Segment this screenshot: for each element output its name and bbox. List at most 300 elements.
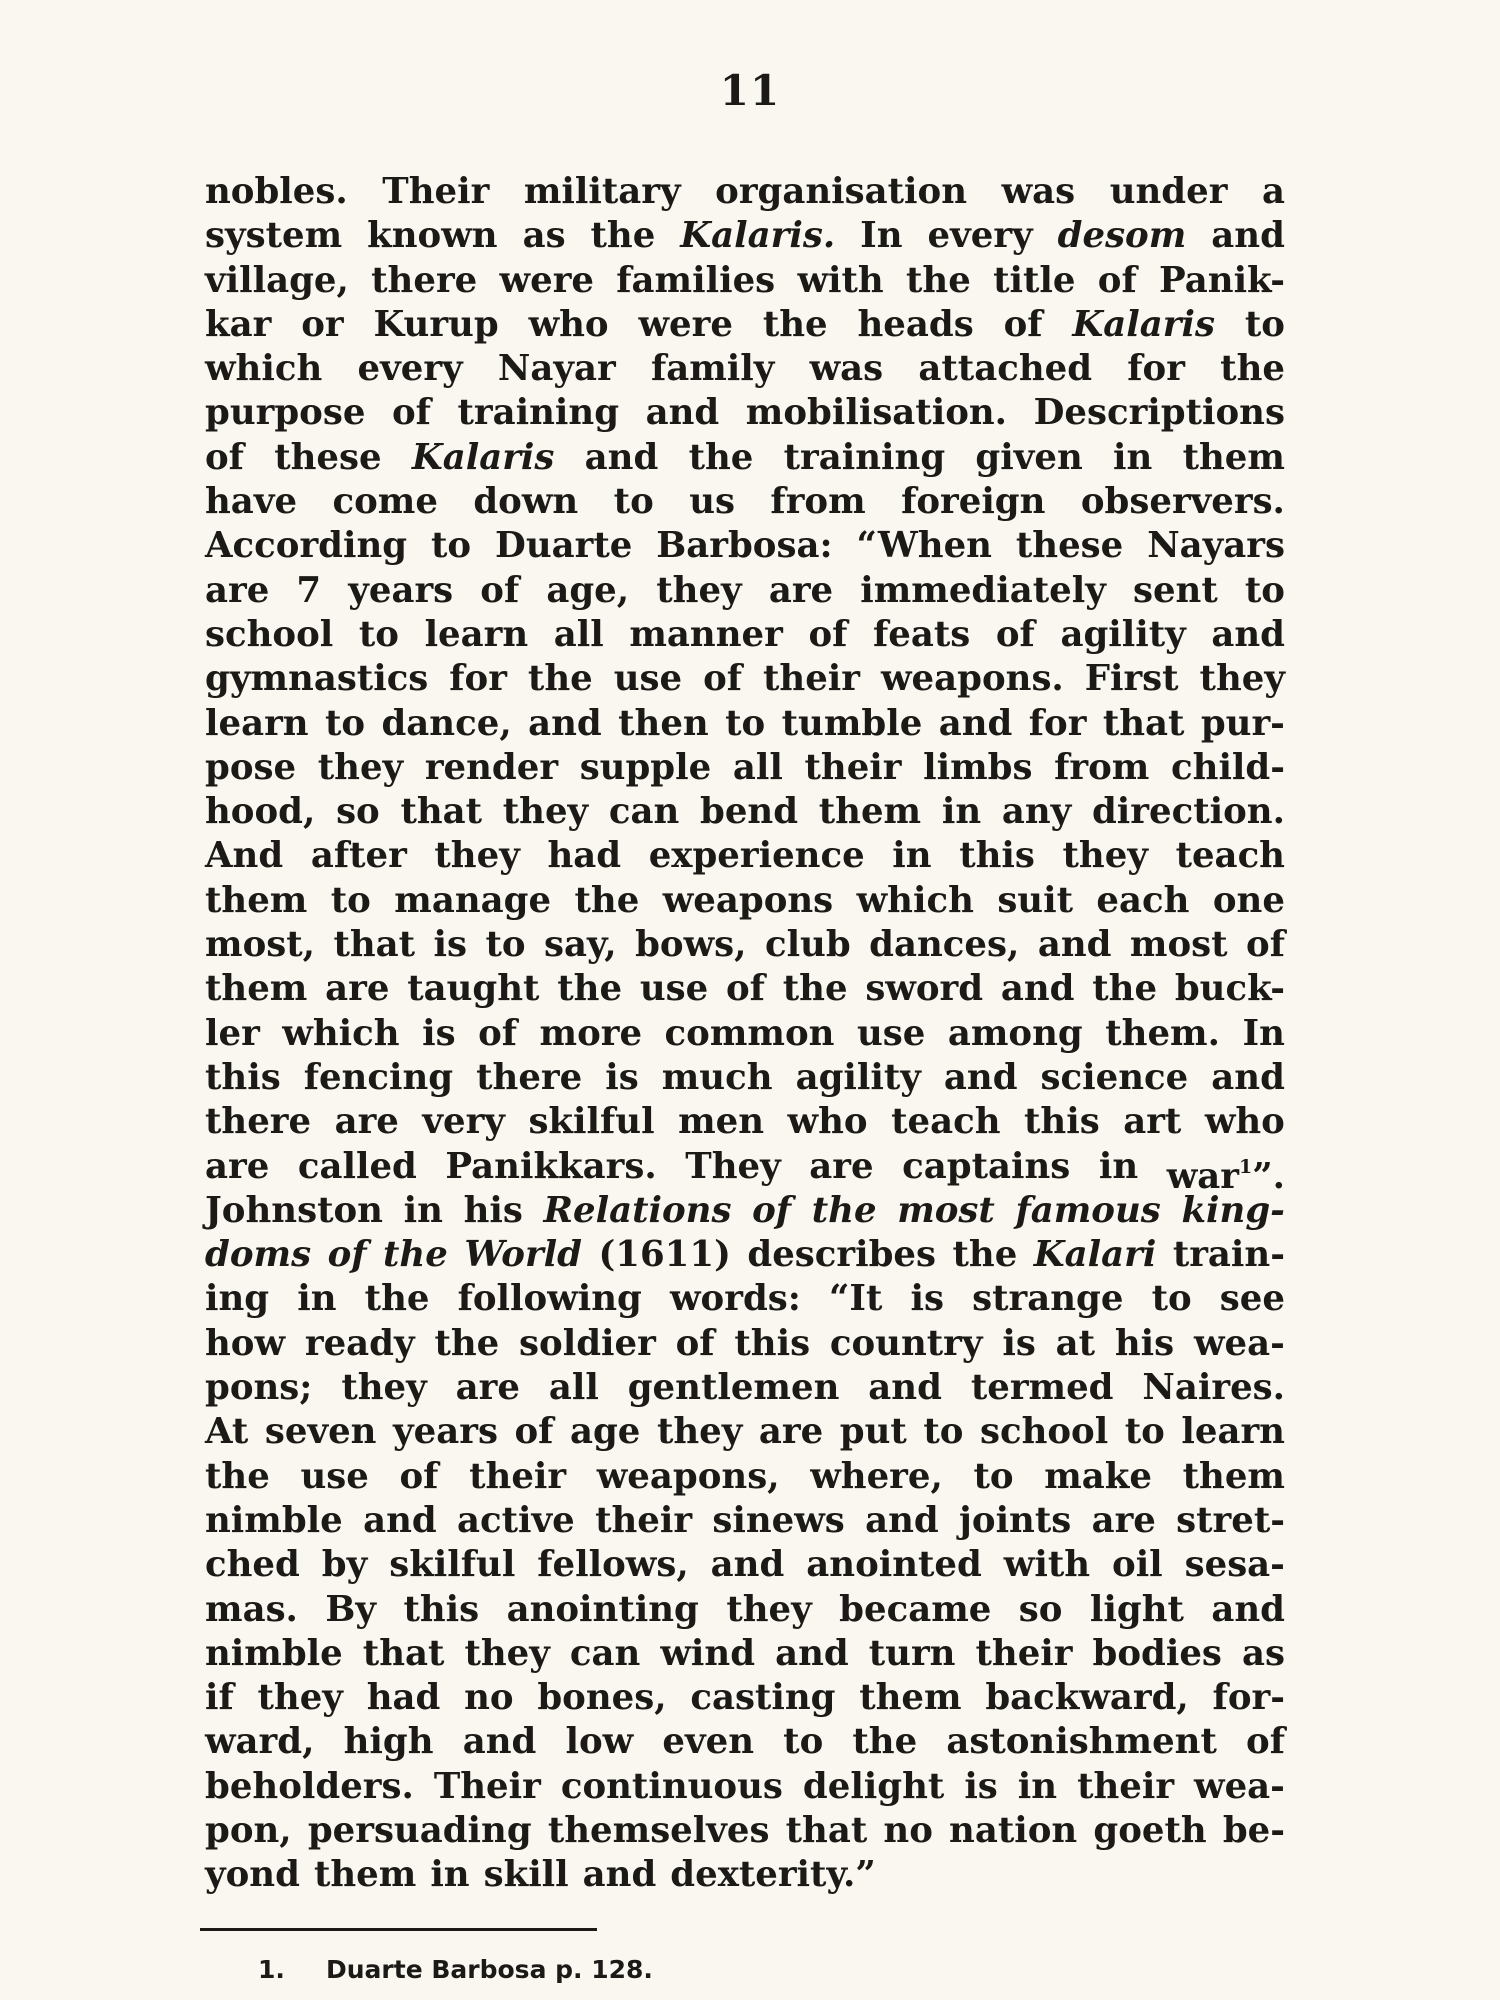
word — [498, 347, 616, 391]
word-text: buck- — [1174, 968, 1285, 1010]
word — [325, 1588, 376, 1632]
word-text: pons; — [205, 1367, 313, 1409]
word — [1194, 1322, 1285, 1366]
word-text: learn — [424, 613, 529, 655]
word — [341, 1366, 426, 1410]
word — [1166, 1145, 1285, 1197]
word — [891, 1100, 1000, 1144]
word — [788, 1100, 868, 1144]
word-text: is — [433, 924, 468, 966]
word — [1099, 1145, 1138, 1189]
word-text: Kalaris — [411, 436, 555, 478]
word-text: of — [399, 1455, 439, 1497]
word-text: and — [528, 702, 602, 744]
word — [205, 1543, 300, 1587]
word — [314, 1853, 416, 1897]
word — [265, 1410, 377, 1454]
word — [407, 967, 539, 1011]
word — [1147, 524, 1285, 568]
word-text: this — [959, 835, 1035, 877]
word — [478, 1012, 517, 1056]
word-text: they — [656, 569, 742, 611]
word-text: to — [485, 924, 526, 966]
word-text: ing — [205, 1278, 270, 1320]
word — [980, 1410, 1108, 1454]
word-text: are — [205, 569, 270, 611]
word-text: organisation — [715, 171, 968, 212]
word — [585, 436, 659, 480]
word-text: which — [282, 1012, 400, 1054]
word-text: school — [979, 1411, 1109, 1453]
word — [205, 1322, 285, 1366]
word — [381, 702, 511, 746]
word-text: age, — [546, 569, 630, 611]
word — [665, 1012, 835, 1056]
word-text: age — [569, 1411, 641, 1453]
word — [205, 1100, 311, 1144]
word-text: use — [639, 968, 709, 1010]
word — [258, 1676, 343, 1720]
word — [404, 1189, 443, 1233]
word — [205, 1765, 414, 1809]
word-text: all — [732, 746, 783, 788]
word-text: skilful — [389, 1544, 516, 1586]
word-text: war — [1166, 1155, 1239, 1197]
word-text: art — [1123, 1101, 1182, 1143]
word — [1044, 1455, 1152, 1499]
word — [901, 480, 1045, 524]
word-text: of — [808, 613, 848, 655]
text-line — [205, 391, 1285, 435]
word — [670, 1277, 801, 1321]
word — [598, 1233, 730, 1277]
word — [949, 1809, 1077, 1853]
word-text: Kurup — [373, 303, 499, 345]
word — [906, 259, 971, 303]
word-text: more — [539, 1012, 643, 1054]
word — [434, 1765, 541, 1809]
word-text: According — [205, 525, 408, 567]
word-text: the — [557, 968, 623, 1010]
word-text: of — [703, 658, 743, 700]
word — [514, 1410, 553, 1454]
word-text: Relations — [543, 1189, 732, 1231]
word-text: and — [710, 1544, 785, 1586]
word — [857, 1012, 925, 1056]
word — [865, 967, 983, 1011]
word-text: a — [1261, 171, 1285, 212]
word-text: one — [1212, 879, 1285, 921]
word-text: And — [205, 835, 284, 877]
word — [715, 170, 967, 214]
word — [775, 1632, 849, 1676]
word — [580, 746, 712, 790]
word-text: attached — [918, 348, 1093, 390]
word-text: and — [584, 436, 659, 478]
word-text: had — [547, 835, 622, 877]
word — [205, 613, 333, 657]
word-text: anointing — [506, 1588, 699, 1630]
word — [952, 1233, 1017, 1277]
word-text: supple — [579, 746, 712, 788]
word — [616, 259, 775, 303]
word — [1098, 259, 1137, 303]
word-text: became — [839, 1588, 992, 1630]
word — [422, 1012, 455, 1056]
word-text: all — [548, 1367, 599, 1409]
word — [1262, 170, 1285, 214]
word-text: persuading — [307, 1809, 532, 1851]
word-text: are — [334, 1101, 399, 1143]
word-text: in — [1098, 1145, 1139, 1187]
word — [575, 879, 640, 923]
word-text: “When — [856, 525, 992, 567]
word-text: family — [650, 348, 775, 390]
word-text: skill — [483, 1854, 569, 1896]
word-text: their — [469, 1455, 567, 1497]
word — [1220, 1277, 1285, 1321]
word — [458, 1277, 642, 1321]
word — [547, 834, 621, 878]
word — [205, 657, 428, 701]
word — [1019, 1588, 1063, 1632]
word-text: every — [927, 215, 1033, 257]
word-text: feats — [873, 613, 971, 655]
word — [796, 1056, 921, 1100]
text-line — [205, 1100, 1285, 1144]
word-text: the — [574, 879, 640, 921]
word — [367, 1676, 441, 1720]
word-text: to — [725, 702, 766, 744]
word — [873, 613, 970, 657]
word-text: is — [1002, 1322, 1036, 1364]
word — [759, 1410, 823, 1454]
word — [298, 1145, 417, 1189]
word-text: from — [1054, 746, 1150, 788]
word — [856, 524, 991, 568]
word-text: there — [205, 1101, 312, 1143]
word-text: which — [205, 348, 323, 390]
word — [857, 879, 974, 923]
word-text: By — [325, 1588, 376, 1630]
word — [1090, 1588, 1184, 1632]
text-line — [205, 170, 1285, 214]
text-line — [205, 967, 1285, 1011]
word — [464, 1632, 549, 1676]
footnote-text: Duarte Barbosa p. 128. — [326, 1955, 653, 1984]
word — [205, 303, 271, 347]
word-text: who — [1204, 1101, 1285, 1143]
footnote-number: 1. — [258, 1955, 285, 1984]
word-text: In — [1242, 1012, 1285, 1054]
text-line — [205, 1765, 1285, 1809]
word — [810, 1455, 943, 1499]
word-text: who — [528, 303, 609, 345]
word-text: foreign — [901, 481, 1046, 523]
word — [540, 1012, 643, 1056]
word — [412, 436, 555, 480]
word-text: Panikkars. — [445, 1145, 657, 1187]
word-text: of — [1246, 924, 1285, 966]
word-text: in — [430, 1854, 470, 1896]
word-text: their — [1077, 1765, 1175, 1807]
word-text: in — [297, 1278, 337, 1320]
word-text: ready — [304, 1322, 415, 1364]
word — [528, 657, 593, 701]
word-text: Kalaris — [1072, 303, 1215, 345]
word-text: are — [1091, 1499, 1156, 1541]
word-text: high — [343, 1721, 434, 1763]
word-text: see — [1219, 1278, 1285, 1320]
text-line — [205, 1410, 1285, 1454]
word — [649, 834, 865, 878]
word — [783, 1720, 823, 1764]
word — [546, 569, 629, 613]
word — [784, 436, 946, 480]
word-text: is — [422, 1012, 456, 1054]
word-text: us — [689, 481, 735, 523]
word — [434, 1322, 499, 1366]
word — [1096, 879, 1189, 923]
word-text: observers. — [1080, 481, 1285, 523]
word-text: the — [852, 1721, 918, 1763]
word-text: In — [860, 215, 903, 257]
word — [703, 657, 742, 701]
text-line — [205, 746, 1285, 790]
word-text: “It — [828, 1278, 883, 1320]
word-text: to — [613, 481, 654, 523]
word — [274, 436, 381, 480]
word — [566, 1720, 634, 1764]
word — [1081, 480, 1285, 524]
word — [597, 1455, 780, 1499]
word — [205, 879, 307, 923]
word — [1041, 1056, 1189, 1100]
word — [1211, 214, 1285, 258]
text-line — [205, 569, 1285, 613]
word-text: that — [1102, 702, 1185, 744]
word-text: Kalaris. — [680, 215, 836, 257]
word — [1213, 1676, 1285, 1720]
word-text: who — [787, 1101, 868, 1143]
word-text: stret- — [1176, 1499, 1285, 1541]
word — [445, 1145, 656, 1189]
word-text: the — [762, 303, 828, 345]
word-text: suit — [997, 879, 1073, 921]
word-text: system — [205, 215, 343, 257]
text-line — [205, 613, 1285, 657]
word — [763, 657, 860, 701]
word — [902, 1145, 1070, 1189]
word — [205, 1853, 300, 1897]
word — [1223, 1809, 1285, 1853]
word-text: title — [993, 259, 1076, 301]
word-text: World — [464, 1234, 582, 1276]
word — [548, 1809, 770, 1853]
word-text: learn — [1181, 1411, 1285, 1453]
word — [860, 569, 1106, 613]
word — [205, 1056, 281, 1100]
word-text: and — [1211, 613, 1285, 655]
word — [635, 923, 746, 967]
word-text: dance, — [381, 702, 512, 744]
word-text: they — [434, 835, 520, 877]
word — [869, 1632, 956, 1676]
word-text: they — [1199, 658, 1285, 700]
word-text: club — [764, 924, 851, 966]
word — [746, 391, 1007, 435]
word-text: doms — [205, 1234, 312, 1276]
word — [325, 967, 389, 1011]
word-text: pon, — [205, 1809, 292, 1851]
text-line — [205, 1853, 1285, 1897]
word-text: continuous — [560, 1765, 783, 1807]
word — [205, 1588, 298, 1632]
word — [205, 1455, 270, 1499]
word — [344, 1720, 434, 1764]
word — [389, 1543, 515, 1587]
word-text: manner — [629, 613, 783, 655]
text-line — [205, 1588, 1285, 1632]
word — [305, 1322, 415, 1366]
word — [868, 1366, 942, 1410]
word — [1201, 702, 1285, 746]
text-line — [205, 879, 1285, 923]
word — [570, 1410, 640, 1454]
text-line — [205, 1455, 1285, 1499]
word — [1056, 1322, 1095, 1366]
word-text: soldier — [519, 1322, 656, 1364]
word-text: to — [325, 702, 366, 744]
word — [1093, 1809, 1206, 1853]
word-text: following — [457, 1278, 642, 1320]
text-line — [205, 1189, 1285, 1233]
word — [400, 1455, 439, 1499]
word-text: are — [205, 1145, 270, 1187]
text-line — [205, 1543, 1285, 1587]
word-text: given — [975, 436, 1083, 478]
word — [819, 790, 921, 834]
word — [1211, 1056, 1285, 1100]
word — [1015, 1189, 1160, 1233]
word-text: sesa- — [1184, 1544, 1285, 1586]
word-text: the — [811, 1189, 877, 1231]
word — [770, 480, 865, 524]
word-text: nation — [949, 1809, 1078, 1851]
word — [726, 1588, 811, 1632]
word-text: very — [422, 1101, 505, 1143]
word — [1205, 1100, 1285, 1144]
word-text: are — [809, 1145, 874, 1187]
word-text: called — [297, 1145, 417, 1187]
word — [322, 1543, 367, 1587]
word — [839, 1588, 991, 1632]
word-text: under — [1109, 171, 1228, 212]
word — [830, 1322, 983, 1366]
word — [1004, 1543, 1090, 1587]
word — [783, 967, 848, 1011]
word — [1001, 967, 1075, 1011]
word-text: ward, — [205, 1721, 315, 1763]
word-text: they — [317, 746, 404, 788]
word — [434, 923, 467, 967]
word-text: by — [321, 1544, 368, 1586]
word — [1194, 1765, 1285, 1809]
word — [948, 1012, 1083, 1056]
word-text: are — [325, 968, 390, 1010]
word — [205, 1145, 269, 1189]
word-text: limbs — [923, 746, 1033, 788]
word-text: so — [1018, 1588, 1063, 1630]
word — [985, 1676, 1188, 1720]
word — [1142, 1366, 1285, 1410]
word-text: wea- — [1193, 1322, 1285, 1364]
word-text: to — [1124, 1411, 1165, 1453]
word — [431, 524, 471, 568]
word — [840, 1410, 907, 1454]
word — [205, 790, 315, 834]
word — [591, 214, 656, 258]
word — [614, 657, 682, 701]
text-line — [205, 923, 1285, 967]
word — [1133, 569, 1218, 613]
word-text: to — [1244, 303, 1285, 345]
word — [425, 746, 558, 790]
word — [810, 347, 884, 391]
word-text: most — [897, 1189, 995, 1231]
word — [942, 790, 981, 834]
word — [1060, 613, 1185, 657]
word — [805, 746, 902, 790]
word-text: of — [205, 436, 244, 478]
word — [662, 1056, 773, 1100]
word — [959, 834, 1035, 878]
word — [1181, 1410, 1285, 1454]
word — [712, 1499, 844, 1543]
word — [371, 259, 477, 303]
word — [1183, 436, 1285, 480]
word-text: tumble — [781, 702, 923, 744]
word-text: this — [1024, 1101, 1100, 1143]
word — [205, 436, 244, 480]
word-text: of — [1246, 1721, 1285, 1763]
word-text: and — [775, 1632, 849, 1674]
word-text: and — [1211, 1056, 1285, 1098]
word — [662, 1720, 754, 1764]
text-line — [205, 1012, 1285, 1056]
word — [1063, 834, 1148, 878]
word — [1176, 1499, 1285, 1543]
word — [1054, 746, 1149, 790]
word-text: say, — [544, 924, 617, 966]
word — [1092, 1499, 1156, 1543]
word-text: gymnastics — [205, 658, 429, 700]
word-text: beholders. — [205, 1765, 414, 1807]
word — [1112, 1543, 1163, 1587]
word-text: hood, — [205, 791, 316, 833]
word — [881, 657, 1064, 701]
text-line — [205, 524, 1285, 568]
word-text: of — [1003, 303, 1043, 345]
word-text: bows, — [635, 924, 747, 966]
word — [1242, 1012, 1284, 1056]
text-line — [205, 657, 1285, 701]
word — [1018, 1765, 1057, 1809]
word — [336, 790, 380, 834]
word-text: any — [1001, 791, 1072, 833]
word-text: the — [952, 1234, 1018, 1276]
word — [1246, 1720, 1285, 1764]
